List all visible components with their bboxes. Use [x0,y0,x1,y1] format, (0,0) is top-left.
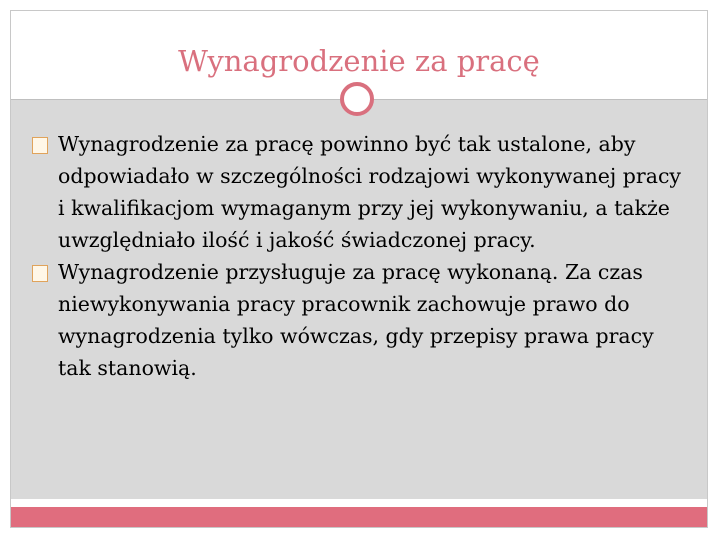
bottom-accent-bar [11,507,707,527]
bullet-item [32,128,692,256]
circle-divider-icon [340,82,374,116]
slide-body [32,128,692,384]
bottom-white-strip [11,499,707,507]
square-bullet-icon [32,265,48,282]
slide-title: Wynagrodzenie za pracę [178,44,540,78]
bullet-text: Wynagrodzenie za pracę powinno być tak ustalone, aby odpowiadało w szczególności rodzajowi wykonywanej pracy i kwalifikacjom wymaganym przy jej wykonywaniu, a także uwzględniało ilość i jakość świadczonej pracy. [58,132,682,252]
square-bullet-icon [32,137,48,154]
bullet-text: Wynagrodzenie przysługuje za pracę wykonaną. Za czas niewykonywania pracy pracownik zachowuje prawo do wynagrodzenia tylko wówczas, gdy przepisy prawa pracy tak stanowią. [58,260,654,380]
bullet-item [32,256,692,384]
